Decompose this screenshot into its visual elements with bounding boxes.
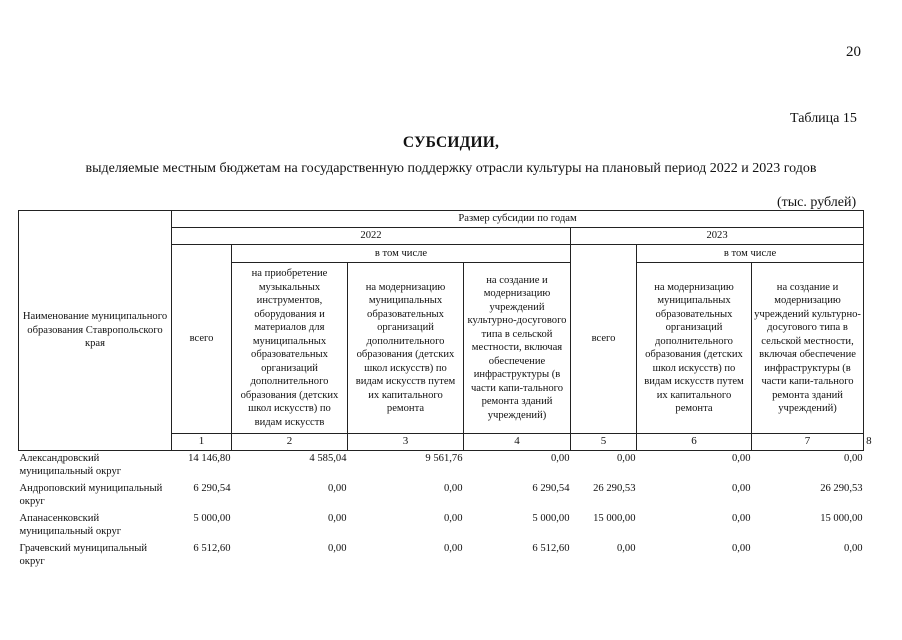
table-label: Таблица 15 xyxy=(790,111,857,126)
header-year-2022: 2022 xyxy=(172,228,571,245)
column-number: 2 xyxy=(232,434,348,451)
cell-value: 0,00 xyxy=(731,452,751,464)
table-row xyxy=(19,481,864,511)
cell-value: 0,00 xyxy=(327,512,347,524)
cell-value: 5 000,00 xyxy=(193,512,231,524)
column-number: 7 xyxy=(752,434,864,451)
cell-value: 0,00 xyxy=(616,542,636,554)
column-number: 6 xyxy=(637,434,752,451)
header-col7-modernization: на модернизацию муниципальных образовательных организаций дополнительного образования (детских школ искусств) по видам искусств путем их капитального ремонта xyxy=(637,263,752,434)
header-col3-instruments: на приобретение музыкальных инструментов, оборудования и материалов для муниципальных образовательных организаций дополнительного образования (детских школ искусств) по видам искусств xyxy=(232,263,348,434)
header-year-2023: 2023 xyxy=(571,228,864,245)
table-row xyxy=(19,511,864,541)
cell-value: 6 512,60 xyxy=(193,542,231,554)
cell-value: 0,00 xyxy=(443,542,463,554)
cell-value: 0,00 xyxy=(616,452,636,464)
cell-value: 0,00 xyxy=(443,482,463,494)
cell-value: 0,00 xyxy=(443,512,463,524)
cell-value: 0,00 xyxy=(550,452,570,464)
cell-value: 15 000,00 xyxy=(820,512,863,524)
cell-value: 15 000,00 xyxy=(593,512,636,524)
cell-value: 6 290,54 xyxy=(193,482,231,494)
cell-value: 9 561,76 xyxy=(425,452,463,464)
cell-value: 0,00 xyxy=(844,542,863,554)
header-col5-rural-culture: на создание и модернизацию учреждений культурно-досугового типа в сельской местности, включая обеспечение инфраструктуры (в части капи-тального ремонта зданий учреждений) xyxy=(464,263,571,434)
cell-value: 6 290,54 xyxy=(532,482,570,494)
units-label: (тыс. рублей) xyxy=(777,195,857,210)
document-subtitle: выделяемые местным бюджетам на государственную поддержку отрасли культуры на плановый период 2022 и 2023 годов xyxy=(85,161,817,176)
document-title: СУБСИДИИ, xyxy=(402,134,500,151)
cell-value: 0,00 xyxy=(731,512,751,524)
table-row xyxy=(19,541,864,571)
municipality-name: Андроповский муниципальный округ xyxy=(19,482,163,507)
header-name-column: Наименование муниципального образования Ставропольского края xyxy=(19,211,172,451)
header-col4-modernization: на модернизацию муниципальных образовательных организаций дополнительного образования (детских школ искусств) по видам искусств путем их капитального ремонта xyxy=(348,263,464,434)
cell-value: 0,00 xyxy=(327,482,347,494)
municipality-name: Александровский муниципальный округ xyxy=(19,452,122,477)
cell-value: 26 290,53 xyxy=(820,482,863,494)
cell-value: 0,00 xyxy=(844,452,863,464)
cell-value: 5 000,00 xyxy=(532,512,570,524)
page-number: 20 xyxy=(846,44,861,60)
cell-value: 6 512,60 xyxy=(532,542,570,554)
municipality-name: Грачевский муниципальный округ xyxy=(19,542,148,567)
header-including-2022: в том числе xyxy=(232,245,571,263)
cell-value: 4 585,04 xyxy=(309,452,347,464)
header-total-2022: всего xyxy=(172,245,232,434)
cell-value: 0,00 xyxy=(731,482,751,494)
column-number: 1 xyxy=(172,434,232,451)
cell-value: 0,00 xyxy=(327,542,347,554)
header-including-2023: в том числе xyxy=(637,245,864,263)
header-total-2023: всего xyxy=(571,245,637,434)
header-size-by-years: Размер субсидии по годам xyxy=(172,211,864,228)
cell-value: 14 146,80 xyxy=(188,452,231,464)
column-number: 4 xyxy=(464,434,571,451)
cell-value: 0,00 xyxy=(731,542,751,554)
column-number: 5 xyxy=(571,434,637,451)
municipality-name: Апанасенковский муниципальный округ xyxy=(19,512,122,537)
column-number: 3 xyxy=(348,434,464,451)
table-row xyxy=(19,450,864,481)
subsidy-table: Наименование муниципального образования Ставропольского края Размер субсидии по годам 2022 2023 всего в том числе всего в том числе на приобретение музыкальных инструментов, оборудования и материалов для муниципальных образовательных организаций дополнительного образования (детских школ искусств) по видам искусств на модернизацию муниципальных образовательных организаций дополнительного образования (детских школ искусств) по видам искусств путем их капитального ремонта на создание и модернизацию учреждений культурно-досугового типа в сельской местности, включая обеспечение инфраструктуры (в части капи-тального ремонта зданий учреждений) на модернизацию муниципальных образовательных организаций дополнительного образования (детских школ искусств) по видам искусств путем их капитального ремонта на создание и модернизацию учреждений культурно-досугового типа в сельской местности, включая обеспечение инфраструктуры (в части капи-тального ремонта зданий учреждений) 1 2 3 4 5 6 7 8 Александровский муниципальный округ 14 146,80 4 585,04 9 561,76 0,00 0,00 0,00 0,00 Андроповский муниципальный округ 6 290,54 0,00 0,00 6 290,54 26 290,53 0,00 26 290,53 Апанасенковский муниципальный округ 5 000,00 0,00 0,00 5 000,00 15 000,00 0,00 15 000,00 Грачевский муниципальный округ 6 512,60 0,00 0,00 6 512,60 0,00 0,00 0,00 xyxy=(18,210,864,571)
cell-value: 26 290,53 xyxy=(593,482,636,494)
header-col8-rural-culture: на создание и модернизацию учреждений культурно-досугового типа в сельской местности, включая обеспечение инфраструктуры (в части капи-тального ремонта зданий учреждений) xyxy=(752,263,864,434)
